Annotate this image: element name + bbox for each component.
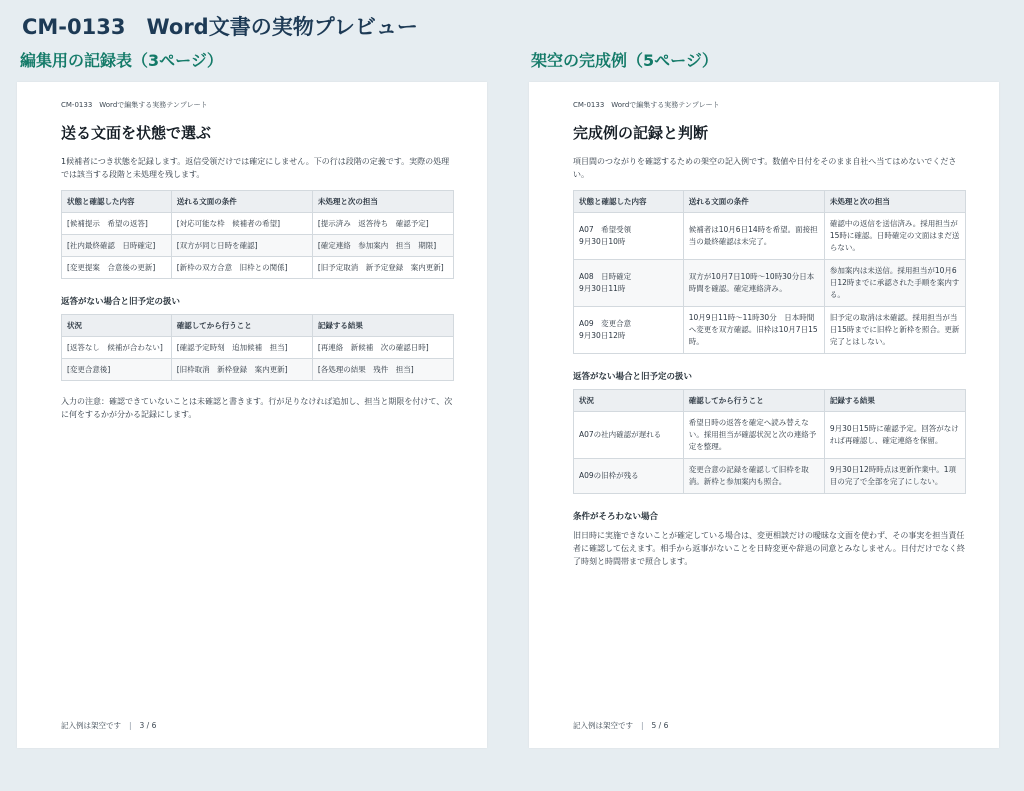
record-table bbox=[573, 190, 966, 354]
intro-paragraph: 1候補者につき状態を記録します。返信受領だけでは確定にしません。下の行は段階の定義です。実際の処理では該当する段階と未処理を残します。 bbox=[61, 157, 450, 179]
table-row bbox=[62, 337, 454, 359]
subsection-heading: 条件がそろわない場合 bbox=[573, 512, 659, 522]
table-row bbox=[62, 359, 454, 381]
footer-text: 記入例は架空です bbox=[573, 721, 633, 730]
page-number: 5 / 6 bbox=[651, 721, 669, 730]
table-header: 状態と確認した内容 bbox=[62, 191, 172, 213]
table-cell[interactable]: A07の社内確認が遅れる bbox=[574, 412, 684, 459]
page-number: 3 / 6 bbox=[139, 721, 157, 730]
table-row bbox=[574, 260, 966, 307]
no-reply-table bbox=[61, 314, 454, 381]
table-cell[interactable]: [変更提案 合意後の更新] bbox=[62, 257, 172, 279]
table-header: 記録する結果 bbox=[824, 390, 965, 412]
table-cell[interactable]: [再連絡 新候補 次の確認日時] bbox=[312, 337, 453, 359]
condition-note: 旧日時に実施できないことが確定している場合は、変更相談だけの曖昧な文面を使わず、その事実を担当責任者に確認して伝えます。相手から返事がないことを日時変更や辞退の同意とみなしません。日付だけでなく終了時刻と時間帯まで照合します。 bbox=[573, 531, 965, 566]
page-title: CM-0133 Word文書の実物プレビュー bbox=[22, 15, 418, 39]
table-cell[interactable]: [提示済み 返答待ち 確認予定] bbox=[312, 213, 453, 235]
subsection-heading: 返答がない場合と旧予定の扱い bbox=[573, 372, 693, 382]
document-title: 完成例の記録と判断 bbox=[573, 124, 709, 142]
table-cell[interactable]: 候補者は10月6日14時を希望。面接担当の最終確認は未完了。 bbox=[683, 213, 824, 260]
table-row bbox=[62, 257, 454, 279]
table-cell[interactable]: A09の旧枠が残る bbox=[574, 459, 684, 494]
table-cell[interactable]: [対応可能な枠 候補者の希望] bbox=[171, 213, 312, 235]
footer-separator: | bbox=[129, 721, 132, 730]
table-row bbox=[574, 412, 966, 459]
table-cell[interactable]: [社内最終確認 日時確定] bbox=[62, 235, 172, 257]
table-cell[interactable]: 9月30日15時に確認予定。回答がなければ再確認し、確定連絡を保留。 bbox=[824, 412, 965, 459]
page-footer bbox=[573, 720, 668, 731]
table-header: 記録する結果 bbox=[312, 315, 453, 337]
table-header: 確認してから行うこと bbox=[683, 390, 824, 412]
table-header: 状況 bbox=[574, 390, 684, 412]
table-cell[interactable]: [双方が同じ日時を確認] bbox=[171, 235, 312, 257]
table-header: 未処理と次の担当 bbox=[824, 191, 965, 213]
table-cell[interactable]: 希望日時の返答を確定へ読み替えない。採用担当が確認状況と次の連絡予定を整理。 bbox=[683, 412, 824, 459]
table-cell[interactable]: 双方が10月7日10時〜10時30分日本時間を確認。確定連絡済み。 bbox=[683, 260, 824, 307]
page-header: CM-0133 Wordで編集する実務テンプレート bbox=[61, 101, 208, 109]
table-header: 確認してから行うこと bbox=[171, 315, 312, 337]
table-row bbox=[574, 213, 966, 260]
subsection-heading: 返答がない場合と旧予定の扱い bbox=[61, 297, 181, 307]
footer-separator: | bbox=[641, 721, 644, 730]
table-cell[interactable]: A07 希望受領 9月30日10時 bbox=[574, 213, 684, 260]
intro-paragraph: 項目間のつながりを確認するための架空の記入例です。数値や日付をそのまま自社へ当てはめないでください。 bbox=[573, 157, 957, 179]
table-cell[interactable]: 確認中の返信を送信済み。採用担当が15時に確認。日時確定の文面はまだ送らない。 bbox=[824, 213, 965, 260]
right-section-label: 架空の完成例（5ページ） bbox=[531, 51, 718, 70]
page-header: CM-0133 Wordで編集する実務テンプレート bbox=[573, 101, 720, 109]
table-cell[interactable]: [旧枠取消 新枠登録 案内更新] bbox=[171, 359, 312, 381]
table-row bbox=[62, 235, 454, 257]
document-page-3 bbox=[17, 82, 487, 748]
document-page-5 bbox=[529, 82, 999, 748]
table-cell[interactable]: [各処理の結果 残件 担当] bbox=[312, 359, 453, 381]
table-header: 送れる文面の条件 bbox=[683, 191, 824, 213]
table-row bbox=[574, 307, 966, 354]
table-cell[interactable]: [確認予定時刻 追加候補 担当] bbox=[171, 337, 312, 359]
table-cell[interactable]: [確定連絡 参加案内 担当 期限] bbox=[312, 235, 453, 257]
table-cell[interactable]: 9月30日12時時点は更新作業中。1項目の完了で全部を完了にしない。 bbox=[824, 459, 965, 494]
page-footer bbox=[61, 720, 156, 731]
table-row bbox=[574, 459, 966, 494]
no-reply-table bbox=[573, 389, 966, 494]
table-cell[interactable]: [返答なし 候補が合わない] bbox=[62, 337, 172, 359]
table-cell[interactable]: A09 変更合意 9月30日12時 bbox=[574, 307, 684, 354]
input-note: 入力の注意：確認できていないことは未確認と書きます。行が足りなければ追加し、担当と期限を付けて、次に何をするかが分かる記録にします。 bbox=[61, 397, 453, 419]
table-cell[interactable]: 10月9日11時〜11時30分 日本時間へ変更を双方確認。旧枠は10月7日15時。 bbox=[683, 307, 824, 354]
table-cell[interactable]: A08 日時確定 9月30日11時 bbox=[574, 260, 684, 307]
table-cell[interactable]: [候補提示 希望の返答] bbox=[62, 213, 172, 235]
table-row bbox=[62, 213, 454, 235]
left-section-label: 編集用の記録表（3ページ） bbox=[20, 51, 223, 70]
footer-text: 記入例は架空です bbox=[61, 721, 121, 730]
table-cell[interactable]: 旧予定の取消は未確認。採用担当が当日15時までに旧枠と新枠を照合。更新完了とはしない。 bbox=[824, 307, 965, 354]
table-cell[interactable]: [旧予定取消 新予定登録 案内更新] bbox=[312, 257, 453, 279]
table-cell[interactable]: 参加案内は未送信。採用担当が10月6日12時までに承認された手順を案内する。 bbox=[824, 260, 965, 307]
status-table bbox=[61, 190, 454, 279]
table-cell[interactable]: [変更合意後] bbox=[62, 359, 172, 381]
table-header: 未処理と次の担当 bbox=[312, 191, 453, 213]
table-cell[interactable]: 変更合意の記録を確認して旧枠を取消。新枠と参加案内も照合。 bbox=[683, 459, 824, 494]
table-header: 状態と確認した内容 bbox=[574, 191, 684, 213]
table-header: 状況 bbox=[62, 315, 172, 337]
table-header: 送れる文面の条件 bbox=[171, 191, 312, 213]
table-cell[interactable]: [新枠の双方合意 旧枠との関係] bbox=[171, 257, 312, 279]
document-title: 送る文面を状態で選ぶ bbox=[61, 124, 212, 142]
